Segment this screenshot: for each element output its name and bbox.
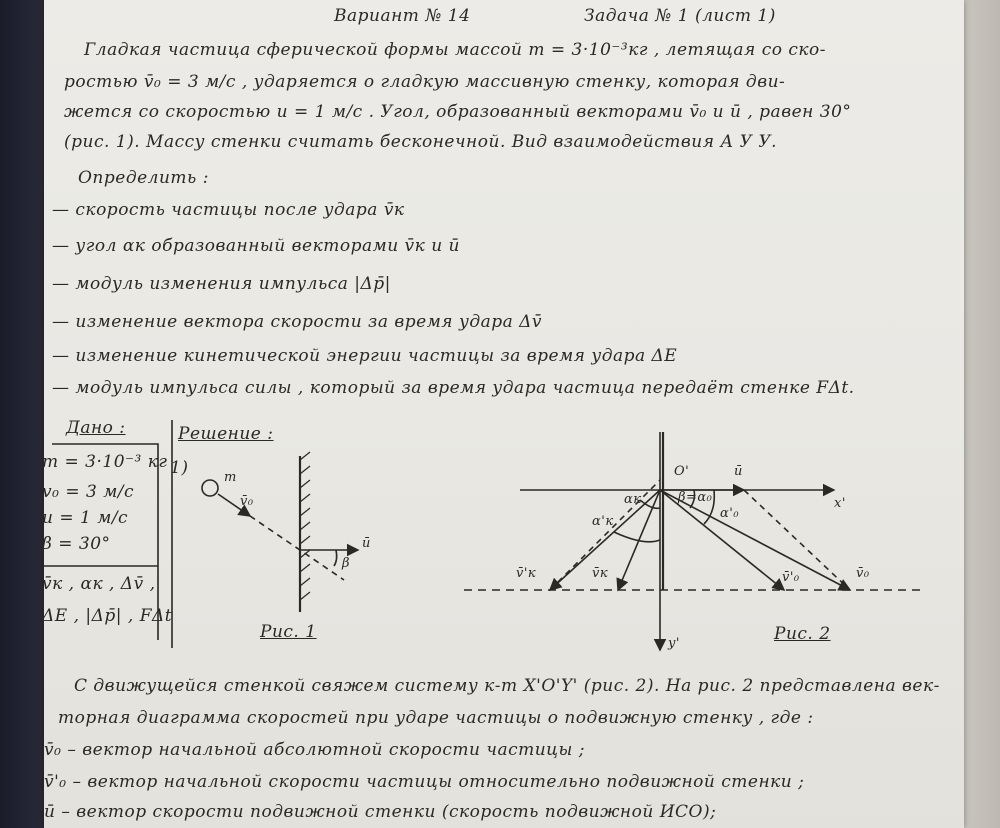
variant-header: Вариант № 14 bbox=[334, 6, 471, 26]
solution-title: Решение : bbox=[178, 424, 274, 444]
explanation-line-5: ū – вектор скорости подвижной стенки (скорость подвижной ИСО); bbox=[44, 802, 717, 822]
background-right bbox=[960, 0, 1000, 828]
fig2-alphak-prime-label: α'к bbox=[592, 514, 614, 529]
fig1-trajectory bbox=[250, 516, 344, 580]
figures-drawing bbox=[44, 0, 964, 828]
explanation-line-1: С движущейся стенкой свяжем систему к-т X'O'Y' (рис. 2). На рис. 2 представлена век- bbox=[74, 676, 940, 696]
fig1-particle bbox=[202, 480, 218, 496]
fig2-yaxis-label: y' bbox=[668, 636, 680, 651]
given-mass: m = 3·10⁻³ кг bbox=[42, 452, 168, 472]
explanation-line-2: торная диаграмма скоростей при ударе частицы о подвижную стенку , где : bbox=[58, 708, 814, 728]
fig2-beta-label: β=α₀ bbox=[678, 490, 713, 505]
given-beta: β = 30° bbox=[42, 534, 111, 554]
problem-line-2: ростью v̄₀ = 3 м/с , ударяется о гладкую массивную стенку, которая дви- bbox=[64, 72, 786, 92]
fig1-wall-hatching bbox=[300, 452, 310, 600]
fig2-origin-label: O' bbox=[674, 464, 690, 479]
given-title: Дано : bbox=[66, 418, 126, 438]
fig2-arc-alphak-prime bbox=[640, 500, 660, 508]
determine-item-1: — скорость частицы после удара v̄к bbox=[52, 200, 405, 220]
fig2-v0-vector bbox=[660, 490, 850, 590]
explanation-line-3: v̄₀ – вектор начальной абсолютной скорости частицы ; bbox=[44, 740, 586, 760]
fig1-v0-label: v̄₀ bbox=[240, 494, 254, 509]
task-header: Задача № 1 (лист 1) bbox=[584, 6, 776, 26]
fig1-mass-label: m bbox=[224, 470, 237, 485]
find-line-2: ΔE , |Δp̄| , FΔt bbox=[42, 606, 173, 626]
fig1-beta-label: β bbox=[342, 556, 351, 571]
problem-line-3: жется со скоростью u = 1 м/с . Угол, образованный векторами v̄₀ и ū , равен 30° bbox=[64, 102, 852, 122]
problem-line-1: Гладкая частица сферической формы массой m = 3·10⁻³кг , летящая со ско- bbox=[84, 40, 827, 60]
fig2-v0-prime-vector bbox=[660, 490, 784, 590]
fig1-v0-arrow bbox=[218, 494, 250, 516]
fig2-xaxis-label: x' bbox=[834, 496, 846, 511]
notebook-page bbox=[44, 0, 964, 828]
fig1-beta-arc bbox=[334, 550, 337, 566]
problem-line-4: (рис. 1). Массу стенки считать бесконечной. Вид взаимодействия А У У. bbox=[64, 132, 778, 152]
given-v0: v₀ = 3 м/с bbox=[42, 482, 135, 502]
fig2-vk-prime-label: v̄'к bbox=[516, 566, 537, 581]
determine-item-5: — изменение кинетической энергии частицы за время удара ΔE bbox=[52, 346, 678, 366]
fig2-arc-alphak bbox=[614, 532, 660, 542]
fig2-arc-alpha0-prime bbox=[704, 490, 714, 524]
fig2-v0-label: v̄₀ bbox=[856, 566, 870, 581]
determine-item-3: — модуль изменения импульса |Δp̄| bbox=[52, 274, 391, 294]
fig2-vk-label: v̄к bbox=[592, 566, 609, 581]
given-u: u = 1 м/с bbox=[42, 508, 129, 528]
fig2-u-label: ū bbox=[734, 464, 743, 479]
determine-item-4: — изменение вектора скорости за время удара Δv̄ bbox=[52, 312, 543, 332]
fig2-alphak-label: αк bbox=[624, 492, 642, 507]
determine-item-2: — угол αк образованный векторами v̄к и ū bbox=[52, 236, 461, 256]
fig1-u-label: ū bbox=[362, 536, 371, 551]
fig2-vk-prime-vector bbox=[550, 490, 660, 590]
explanation-line-4: v̄'₀ – вектор начальной скорости частицы относительно подвижной стенки ; bbox=[44, 772, 805, 792]
determine-title: Определить : bbox=[78, 168, 209, 188]
solution-step: 1) bbox=[170, 458, 189, 478]
find-line-1: v̄к , αк , Δv̄ , bbox=[42, 574, 156, 594]
fig2-v0-prime-label: v̄'₀ bbox=[782, 570, 800, 585]
fig2-dashed-2 bbox=[744, 490, 850, 590]
fig2-alpha0-prime-label: α'₀ bbox=[720, 506, 740, 521]
fig2-caption: Рис. 2 bbox=[774, 624, 831, 644]
fig1-caption: Рис. 1 bbox=[260, 622, 317, 642]
determine-item-6: — модуль импульса силы , который за время удара частица передаёт стенке FΔt. bbox=[52, 378, 855, 398]
given-box-line bbox=[52, 444, 158, 640]
fig2-dashed-1 bbox=[550, 480, 660, 590]
